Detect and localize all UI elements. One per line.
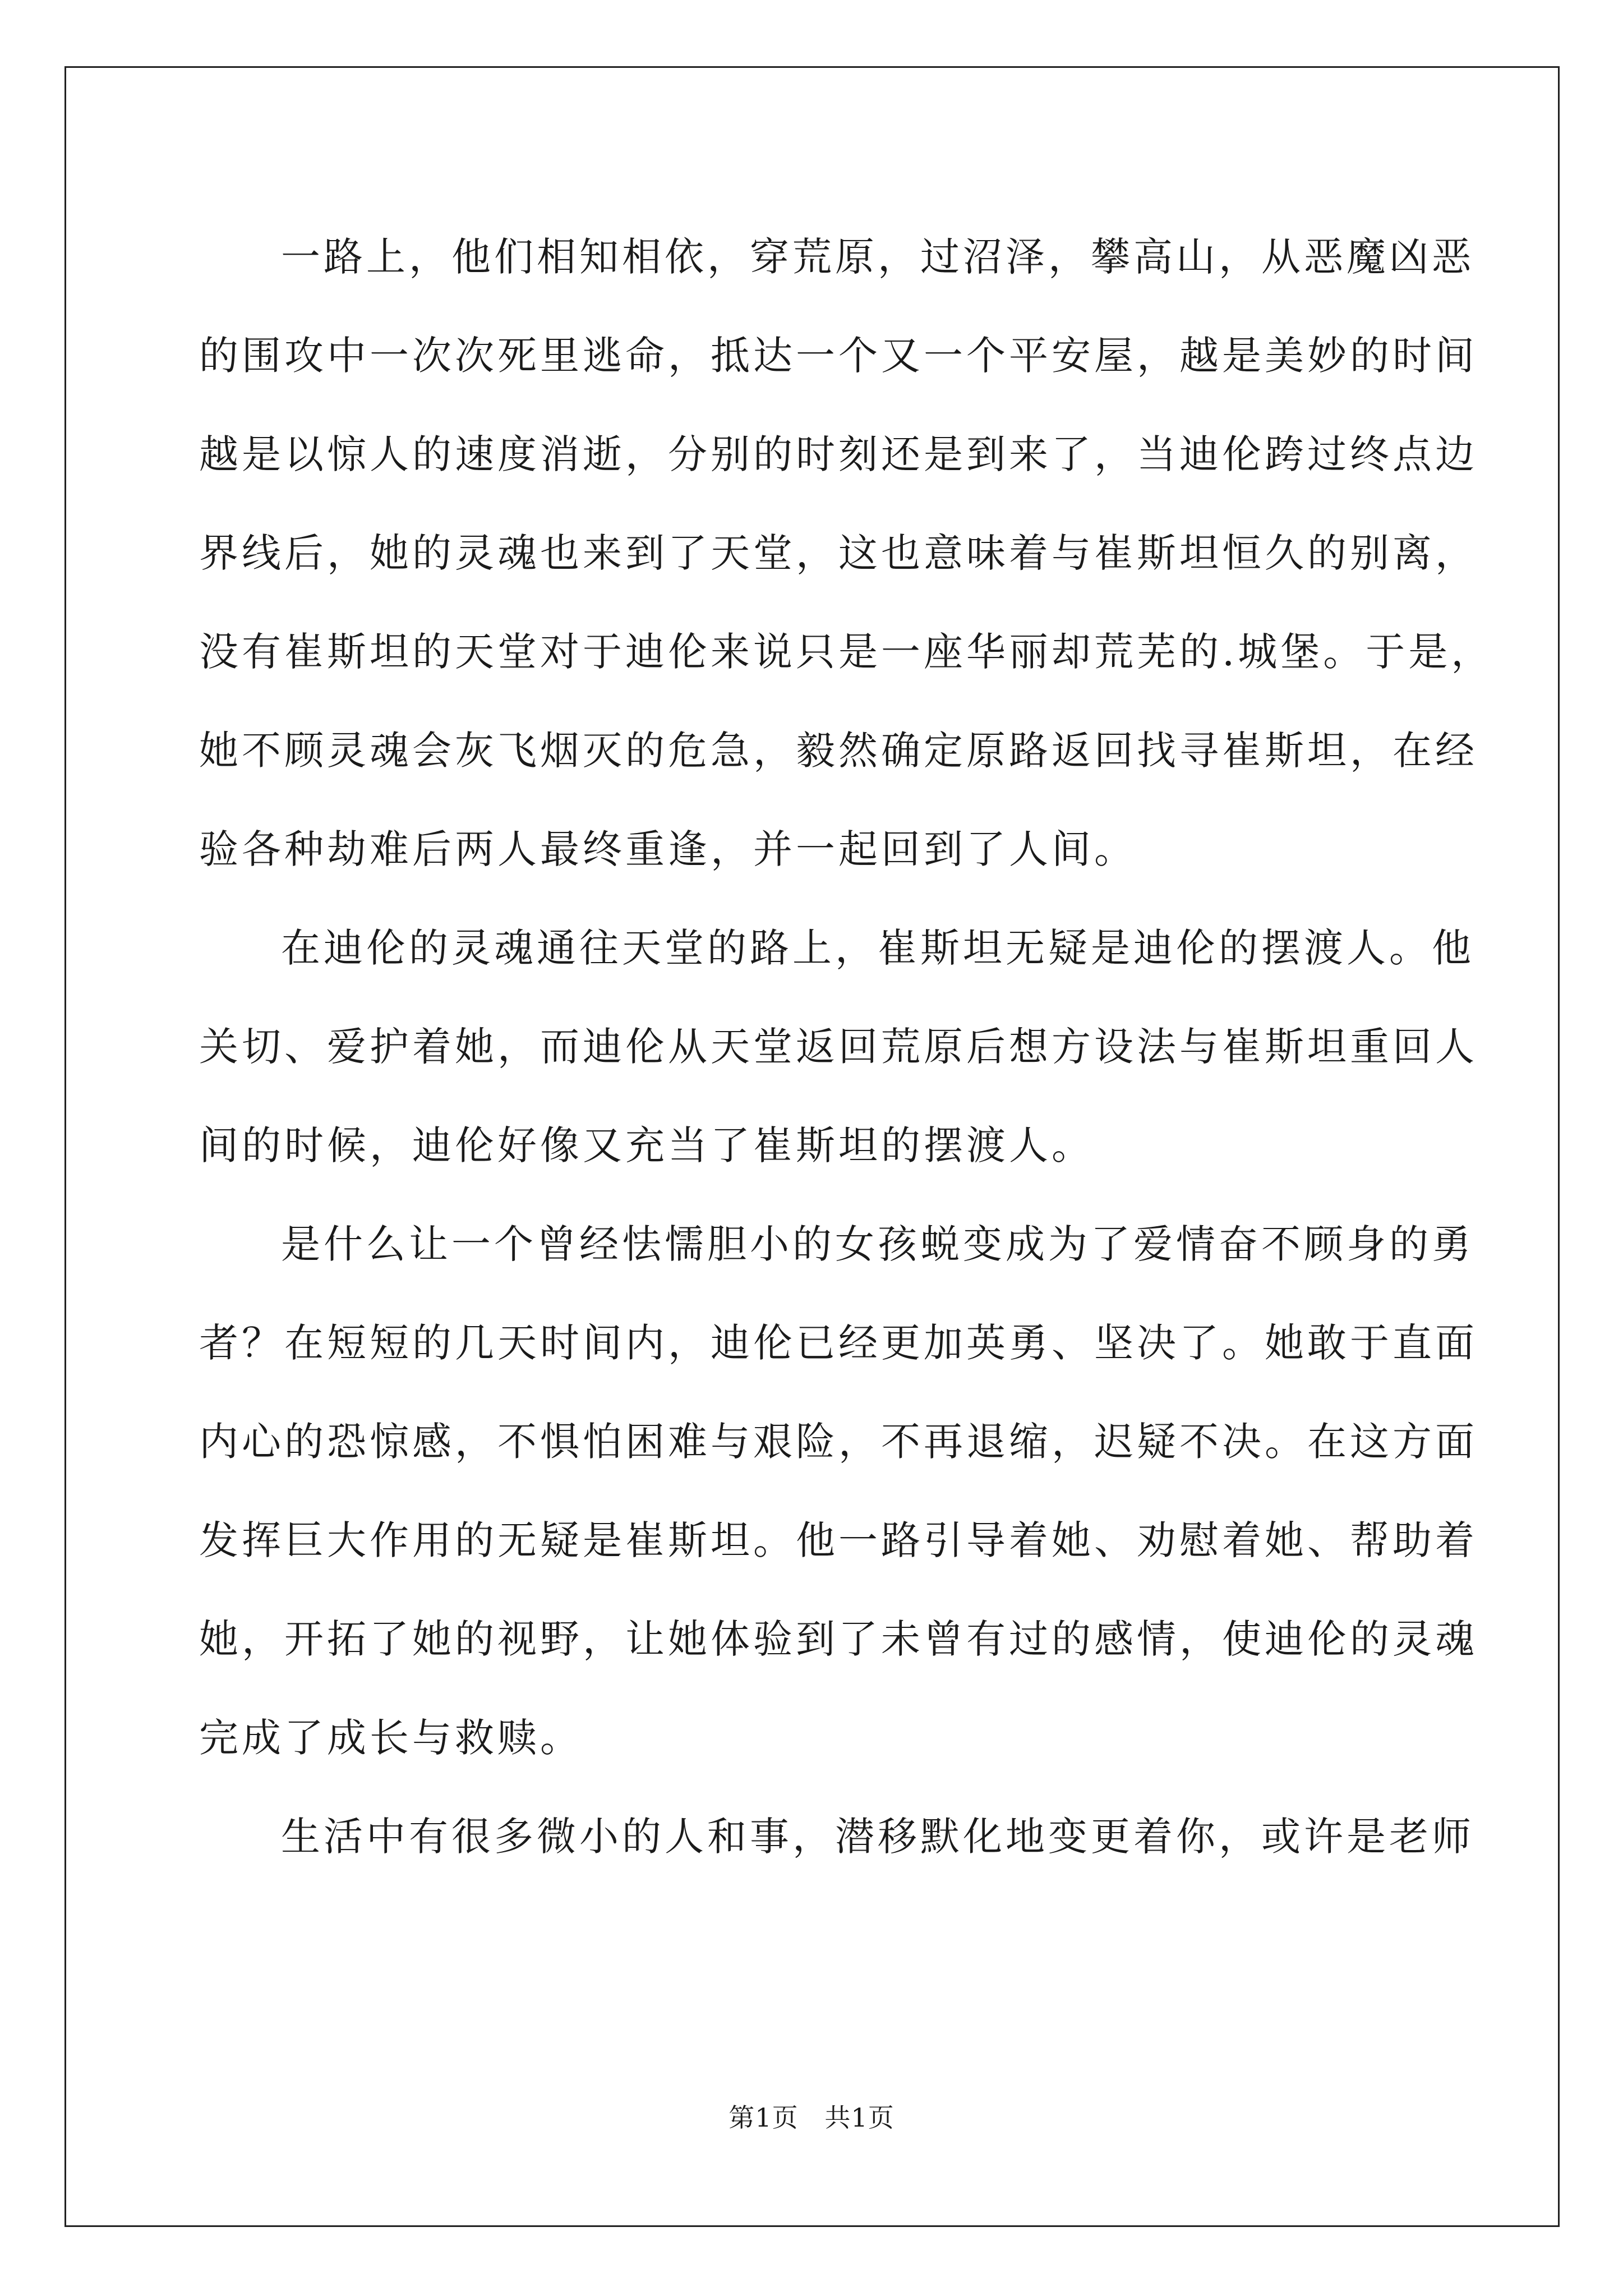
paragraph-3-line-5: 她，开拓了她的视野，让她体验到了未曾有过的感情，使迪伦的灵魂	[199, 1616, 1478, 1662]
paragraph-3-line-4: 发挥巨大作用的无疑是崔斯坦。他一路引导着她、劝慰着她、帮助着	[199, 1517, 1478, 1563]
document-body	[199, 208, 1494, 1886]
paragraph-1-line-7: 验各种劫难后两人最终重逢，并一起回到了人间。	[199, 826, 1137, 872]
paragraph-1-line-6: 她不顾灵魂会灰飞烟灭的危急，毅然确定原路返回找寻崔斯坦，在经	[199, 728, 1478, 774]
paragraph-1-line-5: 没有崔斯坦的天堂对于迪伦来说只是一座华丽却荒芜的.城堡。于是，	[199, 629, 1494, 675]
paragraph-2-line-2: 关切、爱护着她，而迪伦从天堂返回荒原后想方设法与崔斯坦重回人	[199, 1024, 1478, 1070]
paragraph-1-line-3: 越是以惊人的速度消逝，分别的时刻还是到来了，当迪伦跨过终点边	[199, 431, 1478, 477]
paragraph-3-line-6: 完成了成长与救赎。	[199, 1715, 583, 1761]
paragraph-2-line-1: 在迪伦的灵魂通往天堂的路上，崔斯坦无疑是迪伦的摆渡人。他	[281, 925, 1474, 971]
paragraph-3-line-1: 是什么让一个曾经怯懦胆小的女孩蜕变成为了爱情奋不顾身的勇	[281, 1221, 1474, 1267]
paragraph-1-line-1: 一路上，他们相知相依，穿荒原，过沼泽，攀高山，从恶魔凶恶	[281, 234, 1474, 280]
paragraph-3-line-3: 内心的恐惊感，不惧怕困难与艰险，不再退缩，迟疑不决。在这方面	[199, 1419, 1478, 1465]
paragraph-1-line-2: 的围攻中一次次死里逃命，抵达一个又一个平安屋，越是美妙的时间	[199, 333, 1478, 379]
page-number-footer: 第1页 共1页	[728, 2102, 895, 2133]
paragraph-2-line-3: 间的时候，迪伦好像又充当了崔斯坦的摆渡人。	[199, 1122, 1094, 1168]
paragraph-1-line-4: 界线后，她的灵魂也来到了天堂，这也意味着与崔斯坦恒久的别离，	[199, 530, 1478, 576]
paragraph-4-line-1: 生活中有很多微小的人和事，潜移默化地变更着你，或许是老师	[281, 1814, 1474, 1860]
paragraph-3-line-2: 者？在短短的几天时间内，迪伦已经更加英勇、坚决了。她敢于直面	[199, 1320, 1478, 1366]
